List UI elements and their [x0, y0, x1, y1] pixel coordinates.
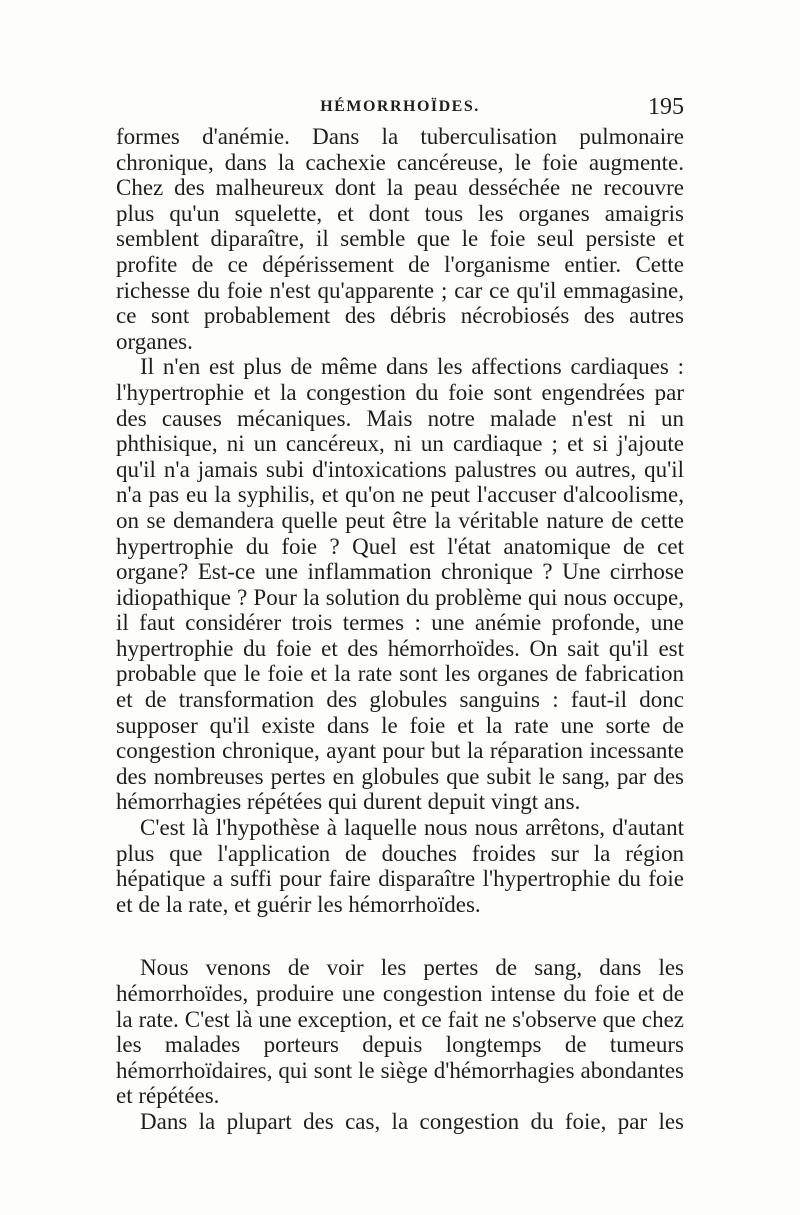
body-text: [116, 124, 684, 1135]
running-title: HÉMORRHOÏDES.: [320, 98, 480, 115]
running-head: [116, 94, 684, 120]
paragraph: Il n'en est plus de même dans les affections cardiaques : l'hypertrophie et la congestion du foie sont engendrées par des causes mécaniques. Mais notre malade n'est ni un phthisique, ni un cancéreux, ni un cardiaque ; et si j'ajoute qu'il n'a jamais subi d'intoxications palustres ou autres, qu'il n'a pas eu la syphilis, et qu'on ne peut l'accuser d'alcoolisme, on se demandera quelle peut être la véritable nature de cette hypertrophie du foie ? Quel est l'état anatomique de cet organe? Est-ce une inflammation chronique ? Une cirrhose idiopathique ? Pour la solution du problème qui nous occupe, il faut considérer trois termes : une anémie profonde, une hypertrophie du foie et des hémorrhoïdes. On sait qu'il est probable que le foie et la rate sont les organes de fabrication et de transformation des globules sanguins : faut-il donc supposer qu'il existe dans le foie et la rate une sorte de congestion chronique, ayant pour but la réparation incessante des nombreuses pertes en globules que subit le sang, par des hémorrhagies répétées qui durent depuit vingt ans.: [116, 354, 684, 815]
paragraph: C'est là l'hypothèse à laquelle nous nous arrêtons, d'autant plus que l'application de douches froides sur la région hépatique a suffi pour faire disparaître l'hypertrophie du foie et de la rate, et guérir les hémorrhoïdes.: [116, 815, 684, 917]
paragraph-continues: Dans la plupart des cas, la congestion du foie, par les: [140, 1108, 684, 1134]
page-number: 195: [648, 94, 684, 120]
paragraph-continued: formes d'anémie. Dans la tuberculisation pulmonaire chronique, dans la cachexie cancéreuse, le foie augmente. Chez des malheureux dont la peau desséchée ne recouvre plus qu'un squelette, et dont tous les organes amaigris semblent diparaître, il semble que le foie seul persiste et profite de ce dépérissement de l'organisme entier. Cette richesse du foie n'est qu'apparente ; car ce qu'il emmagasine, ce sont probablement des débris nécrobiosés des autres organes.: [116, 124, 684, 354]
paragraph: Nous venons de voir les pertes de sang, dans les hémorrhoïdes, produire une congestion intense du foie et de la rate. C'est là une exception, et ce fait ne s'observe que chez les malades porteurs depuis longtemps de tumeurs hémorrhoïdaires, qui sont le siège d'hémorrhagies abondantes et répétées.: [116, 955, 684, 1109]
